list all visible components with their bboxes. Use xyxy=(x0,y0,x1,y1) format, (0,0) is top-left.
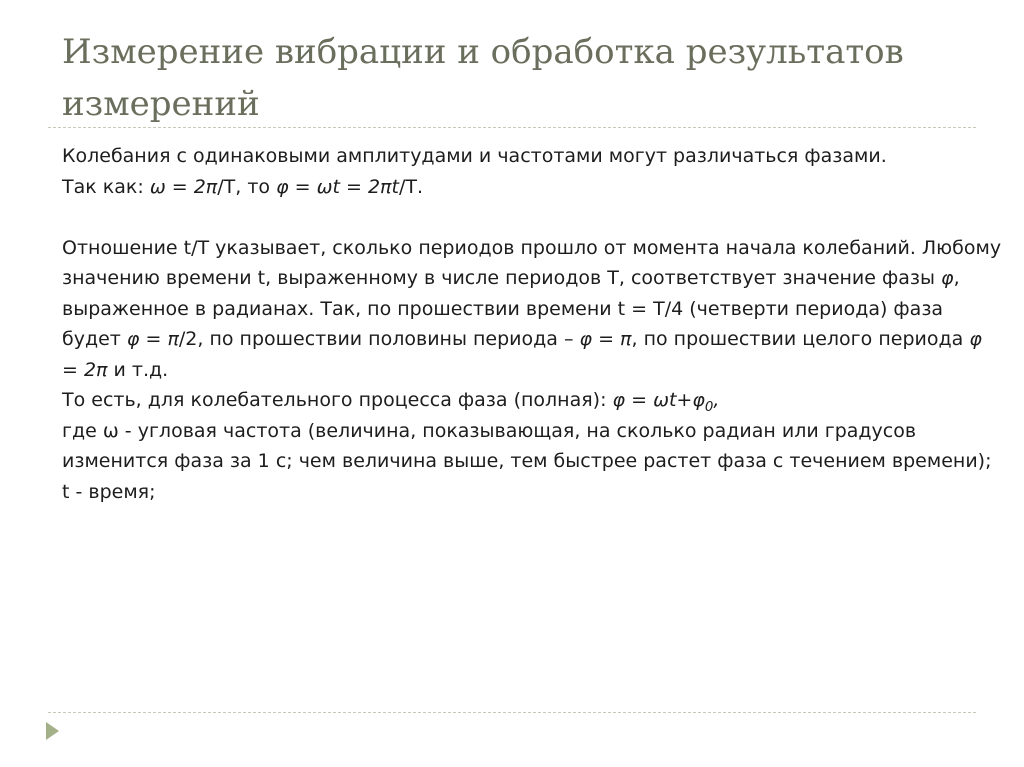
phase-full: φ = 2π xyxy=(62,328,982,381)
top-divider xyxy=(48,127,976,128)
slide-title: Измерение вибрации и обработка результатов измерений xyxy=(62,32,904,124)
slide-body xyxy=(62,141,1002,507)
intro-line xyxy=(62,141,1002,172)
full-phase-subscript: 0 xyxy=(704,399,714,415)
phase-quarter: φ = π xyxy=(126,328,179,350)
period-paragraph xyxy=(62,233,1002,386)
full-phase-line xyxy=(62,385,1002,416)
full-phase-formula xyxy=(612,389,720,415)
intro-text: Колебания с одинаковыми амплитудами и частотами могут различаться фазами. xyxy=(62,145,887,167)
phase-half: φ = π xyxy=(579,328,632,350)
period-text-c: /2, по прошествии половины периода – xyxy=(178,328,580,350)
definition-text: где ω - угловая частота (величина, показывающая, на сколько радиан или градусов изменится фаза за 1 с; чем величина выше, тем быстрее растет фаза с течением времени); t - время; xyxy=(62,419,992,503)
bottom-divider xyxy=(48,712,976,713)
definition-paragraph xyxy=(62,416,1002,508)
period-text-a: Отношение t/Т указывает, сколько периодов прошло от момента начала колебаний. Любому значению времени t, выраженному в числе периодов Т, соответствует значение фазы xyxy=(62,236,1002,289)
formula-mid: /Т, то xyxy=(217,175,277,198)
formula-line xyxy=(62,172,1002,203)
formula-prefix: Так как: xyxy=(62,175,150,198)
formula-suffix: /Т. xyxy=(398,175,423,198)
omega-formula: ω = 2π xyxy=(149,175,218,198)
arrow-right-icon[interactable] xyxy=(46,722,59,740)
full-phase-formula-suffix: , xyxy=(713,389,720,411)
period-text-b: , выраженное в радианах. Так, по прошествии времени t = Т/4 (четверти периода) фаза будет xyxy=(62,267,960,350)
phi-symbol: φ xyxy=(941,267,954,289)
phi-formula: φ = ωt = 2πt xyxy=(276,175,399,198)
period-text-d: , по прошествии целого периода xyxy=(631,328,970,350)
full-phase-prefix: То есть, для колебательного процесса фаза (полная): xyxy=(62,389,613,411)
full-phase-formula-main: φ = ωt+φ xyxy=(612,389,705,411)
period-text-e: и т.д. xyxy=(107,358,169,381)
